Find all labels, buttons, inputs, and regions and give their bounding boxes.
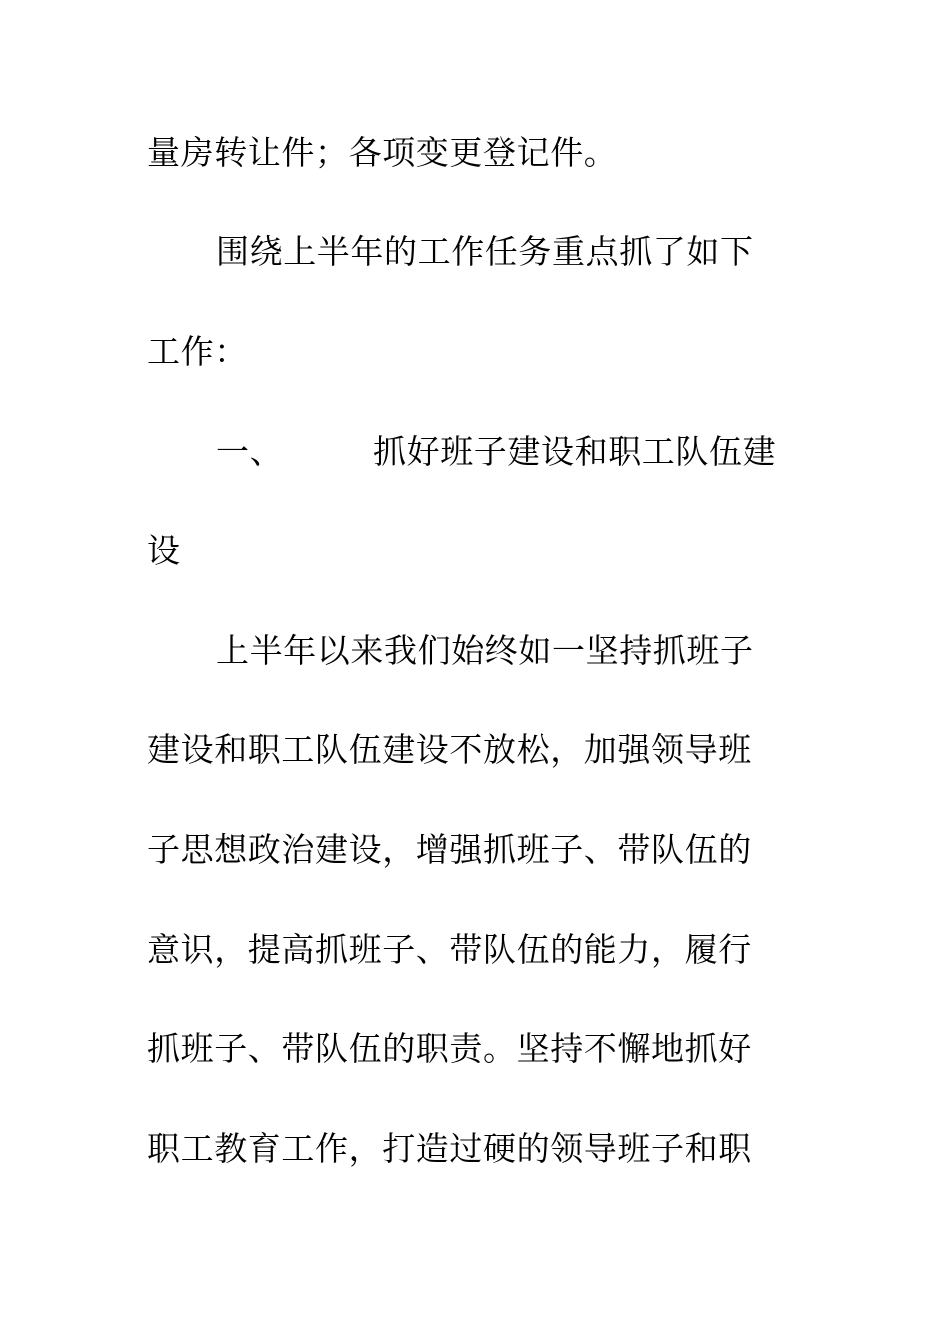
- section-heading-number: 一、: [216, 432, 284, 471]
- section-heading-continuation: 设: [147, 531, 181, 570]
- section-heading-text: 抓好班子建设和职工队伍建: [373, 432, 777, 471]
- paragraph-line: 职工教育工作，打造过硬的领导班子和职: [147, 1129, 752, 1168]
- paragraph-line: 围绕上半年的工作任务重点抓了如下: [216, 232, 754, 271]
- paragraph-line: 建设和职工队伍建设不放松，加强领导班: [147, 730, 752, 769]
- paragraph-line: 意识，提高抓班子、带队伍的能力，履行: [147, 930, 752, 969]
- paragraph-line: 工作：: [147, 332, 248, 371]
- paragraph-line: 上半年以来我们始终如一坚持抓班子: [216, 631, 754, 670]
- paragraph-line: 量房转让件；各项变更登记件。: [147, 133, 618, 172]
- paragraph-line: 子思想政治建设，增强抓班子、带队伍的: [147, 830, 752, 869]
- paragraph-line: 抓班子、带队伍的职责。坚持不懈地抓好: [147, 1029, 752, 1068]
